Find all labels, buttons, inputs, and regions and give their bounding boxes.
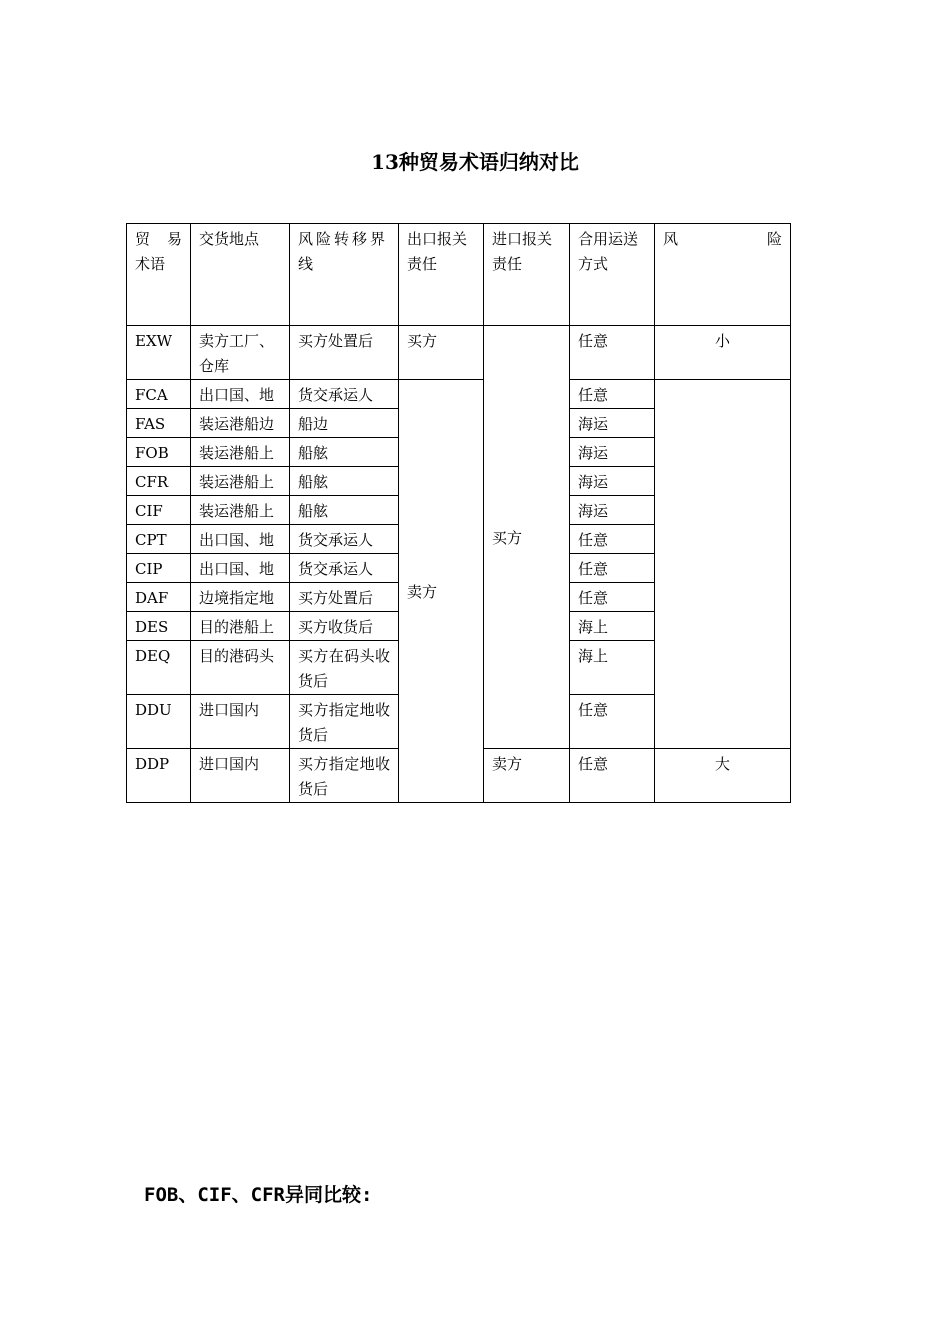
table-row: DDP 进口国内 买方指定地收货后 卖方 任意 大 xyxy=(127,749,791,803)
export-clearance-rest: 卖方 xyxy=(399,380,484,803)
header-place: 交货地点 xyxy=(191,224,290,326)
header-export-clearance: 出口报关责任 xyxy=(399,224,484,326)
section-heading: FOB、CIF、CFR异同比较: xyxy=(144,1184,373,1206)
table-row: DAF 边境指定地 买方处置后 任意 xyxy=(127,583,791,612)
table-row: FCA 出口国、地 货交承运人 卖方 任意 xyxy=(127,380,791,409)
table-row: CIP 出口国、地 货交承运人 任意 xyxy=(127,554,791,583)
table-row: CIF 装运港船上 船舷 海运 xyxy=(127,496,791,525)
table-row: DDU 进口国内 买方指定地收货后 任意 xyxy=(127,695,791,749)
risk-high: 大 xyxy=(655,749,791,803)
table-row: EXW 卖方工厂、仓库 买方处置后 买方 买方 任意 小 xyxy=(127,326,791,380)
header-term: 贸 易 术语 xyxy=(127,224,191,326)
header-row xyxy=(127,224,791,326)
table-row: DES 目的港船上 买方收货后 海上 xyxy=(127,612,791,641)
trade-terms-table xyxy=(126,223,791,803)
header-import-clearance: 进口报关责任 xyxy=(484,224,570,326)
import-clearance-ddp: 卖方 xyxy=(484,749,570,803)
page-title: 13种贸易术语归纳对比 xyxy=(371,150,579,174)
header-risk-line: 风险转移界线 xyxy=(290,224,399,326)
table-row: FAS 装运港船边 船边 海运 xyxy=(127,409,791,438)
export-clearance-exw: 买方 xyxy=(399,326,484,380)
risk-scale-blank xyxy=(655,380,791,749)
table-row: FOB 装运港船上 船舷 海运 xyxy=(127,438,791,467)
table-row: CPT 出口国、地 货交承运人 任意 xyxy=(127,525,791,554)
table-row: DEQ 目的港码头 买方在码头收货后 海上 xyxy=(127,641,791,695)
header-risk: 风 险 xyxy=(655,224,791,326)
import-clearance-main: 买方 xyxy=(484,326,570,749)
table-row: CFR 装运港船上 船舷 海运 xyxy=(127,467,791,496)
risk-low: 小 xyxy=(655,326,791,380)
header-transport: 合用运送方式 xyxy=(570,224,655,326)
